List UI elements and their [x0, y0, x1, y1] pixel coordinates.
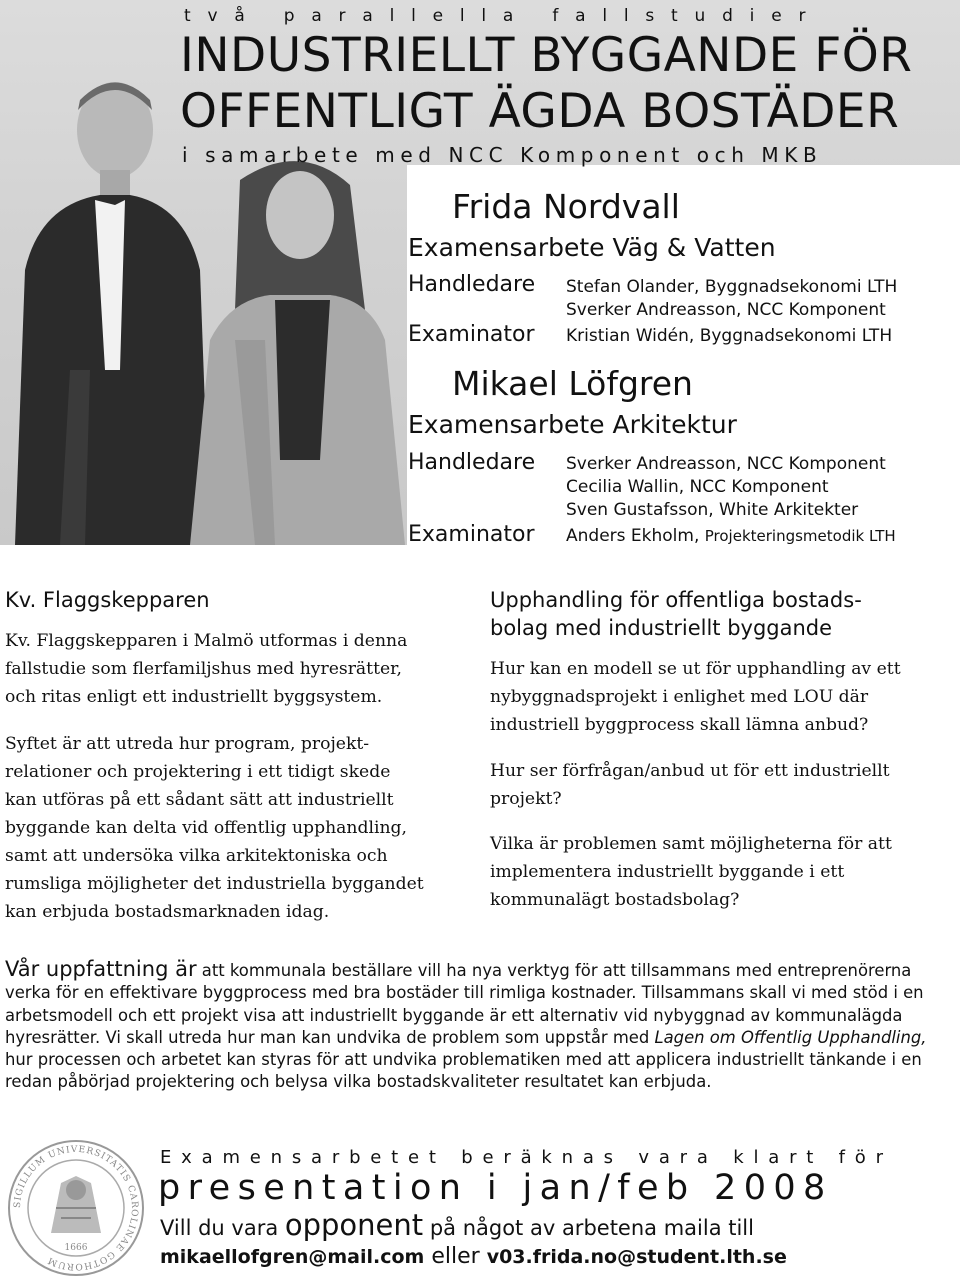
email-separator: eller [424, 1244, 487, 1269]
student-name-mikael: Mikael Löfgren [452, 364, 693, 403]
text-line: projekt? [490, 789, 562, 809]
question-2 [490, 757, 890, 813]
examiner-label-mikael: Examinator [408, 522, 535, 547]
question-3 [490, 830, 892, 914]
supervisor-entry: Sven Gustafsson, White Arkitekter [566, 500, 859, 520]
footer-email-line [160, 1244, 787, 1269]
photo-woman [180, 160, 410, 545]
text-line: implementera industriellt byggande i ett [490, 862, 845, 882]
examiner-frida: Kristian Widén, Byggnadsekonomi LTH [566, 326, 893, 346]
text-line: nybyggnadsprojekt i enlighet med LOU där [490, 687, 869, 707]
supervisor-list-frida [566, 276, 897, 322]
email-frida[interactable]: v03.frida.no@student.lth.se [486, 1246, 787, 1268]
examiner-label-frida: Examinator [408, 322, 535, 347]
text-line: fallstudie som flerfamiljshus med hyresrätter, [5, 659, 402, 679]
supervisor-entry: Sverker Andreasson, NCC Komponent [566, 300, 886, 320]
text-line: kommunalägt bostadsbolag? [490, 890, 740, 910]
supervisor-label-frida: Handledare [408, 272, 536, 297]
text-line: och ritas enligt ett industriellt byggsystem. [5, 687, 383, 707]
supervisor-list-mikael [566, 453, 886, 522]
summary-paragraph [5, 958, 950, 1094]
student-thesis-mikael: Examensarbete Arkitektur [408, 410, 737, 439]
text-line: Vilka är problemen samt möjligheterna för att [490, 834, 892, 854]
text-line: Syftet är att utreda hur program, projekt- [5, 734, 370, 754]
left-paragraph-1 [5, 627, 407, 711]
supervisor-entry: Sverker Andreasson, NCC Komponent [566, 454, 886, 474]
text-line: Kv. Flaggskepparen i Malmö utformas i denna [5, 631, 408, 651]
heading-line: Upphandling för offentliga bostads- [490, 588, 862, 612]
summary-text-2: hur processen och arbetet kan styras för att undvika problematiken med att applicera industriellt tänkande i en redan påbörjad projektering och belysa vilka bostadskvaliteter resultatet kan erbjuda. [5, 1050, 922, 1092]
text-line: Hur kan en modell se ut för upphandling av ett [490, 659, 901, 679]
university-seal-icon [6, 1138, 146, 1278]
left-column-heading: Kv. Flaggskepparen [5, 588, 210, 612]
kicker-text: två parallella fallstudier [184, 6, 823, 26]
opponent-text-c: på något av arbetena maila till [423, 1216, 754, 1240]
examiner-department: Projekteringsmetodik LTH [704, 527, 896, 545]
supervisor-entry: Cecilia Wallin, NCC Komponent [566, 477, 829, 497]
footer-opponent-line [160, 1208, 754, 1242]
page-subtitle: i samarbete med NCC Komponent och MKB [182, 143, 823, 167]
text-line: byggande kan delta vid offentlig upphandling, [5, 818, 407, 838]
examiner-mikael [566, 525, 896, 548]
examiner-name: Anders Ekholm, [566, 526, 705, 546]
text-line: Hur ser förfrågan/anbud ut för ett industriellt [490, 761, 890, 781]
opponent-word: opponent [284, 1208, 424, 1242]
supervisor-entry: Stefan Olander, Byggnadsekonomi LTH [566, 277, 898, 297]
page-title-line-2: OFFENTLIGT ÄGDA BOSTÄDER [180, 84, 900, 139]
page-title-line-1: INDUSTRIELLT BYGGANDE FÖR [180, 28, 913, 83]
footer-line-1: Examensarbetet beräknas vara klart för [160, 1147, 893, 1168]
right-column-heading [490, 586, 862, 642]
summary-text-1: att kommunala beställare vill ha nya verktyg för att tillsammans med entreprenörerna verka för en effektivare byggprocess med bra bostäder till rimliga kostnader. Tillsammans skall vi med stöd i en arbetsmodell och ett projekt visa att industriellt byggande är ett alternativ vid nybyggnad av kommunalägda hyresrätter. Vi skall utreda hur man kan undvika de problem som uppstår med [5, 961, 924, 1047]
text-line: relationer och projektering i ett tidigt skede [5, 762, 391, 782]
opponent-text-a: Vill du vara [160, 1216, 285, 1240]
seal-year: 1666 [64, 1243, 88, 1253]
student-thesis-frida: Examensarbete Väg & Vatten [408, 233, 776, 262]
text-line: industriell byggprocess skall lämna anbud? [490, 715, 869, 735]
student-name-frida: Frida Nordvall [452, 187, 680, 226]
email-mikael[interactable]: mikaellofgren@mail.com [160, 1246, 425, 1268]
summary-lead: Vår uppfattning är [5, 957, 197, 981]
summary-italic: Lagen om Offentlig Upphandling, [654, 1027, 927, 1047]
text-line: kan erbjuda bostadsmarknaden idag. [5, 902, 330, 922]
heading-line: bolag med industriellt byggande [490, 616, 833, 640]
text-line: kan utföras på ett sådant sätt att industriellt [5, 790, 394, 810]
footer-presentation-date: presentation i jan/feb 2008 [158, 1168, 833, 1208]
text-line: samt att undersöka vilka arkitektoniska och [5, 846, 388, 866]
question-1 [490, 655, 901, 739]
text-line: rumsliga möjligheter det industriella byggandet [5, 874, 424, 894]
left-paragraph-2 [5, 730, 424, 926]
seal-text: SIGILLUM UNIVERSITATIS CAROLINAE GOTHORUM [12, 1144, 140, 1272]
supervisor-label-mikael: Handledare [408, 450, 536, 475]
